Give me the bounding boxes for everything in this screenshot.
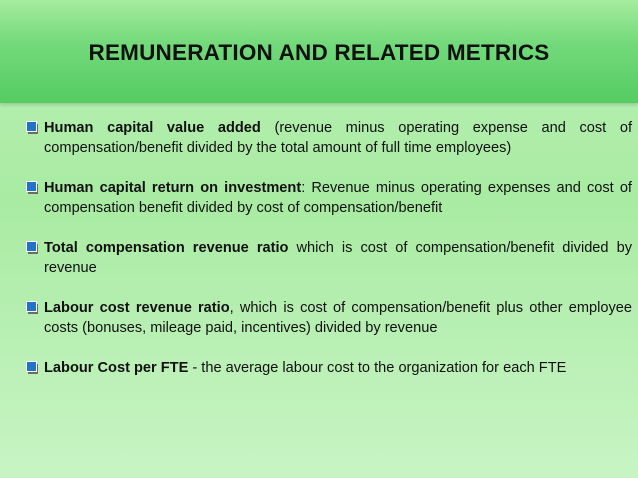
square-bullet-icon	[26, 181, 39, 194]
item-term: Total compensation revenue ratio	[44, 240, 289, 256]
item-text: which is cost of compensation/benefit divided by revenue	[44, 240, 633, 276]
item-text: : Revenue minus operating expenses and cost of compensation benefit divided by cost of compensation/benefit	[44, 180, 632, 216]
title-banner	[0, 0, 638, 103]
item-text: - the average labour cost to the organization for each FTE	[188, 360, 567, 376]
item-term: Labour Cost per FTE	[44, 360, 189, 376]
item-term: Labour cost revenue ratio	[44, 300, 230, 316]
item-text: (revenue minus operating expense and cost of compensation/benefit divided by the total amount of full time employees)	[44, 120, 632, 156]
square-bullet-icon	[26, 241, 39, 254]
slide-title: REMUNERATION AND RELATED METRICS	[88, 40, 550, 65]
list-item	[26, 298, 632, 338]
item-term: Human capital return on investment	[44, 180, 302, 196]
square-bullet-icon	[26, 361, 39, 374]
item-text: , which is cost of compensation/benefit plus other employee costs (bonuses, mileage paid, incentives) divided by revenue	[44, 300, 632, 336]
list-item	[26, 118, 632, 158]
bullet-list	[26, 118, 632, 398]
list-item	[26, 238, 632, 278]
square-bullet-icon	[26, 121, 39, 134]
square-bullet-icon	[26, 301, 39, 314]
list-item	[26, 178, 632, 218]
list-item	[26, 358, 632, 378]
item-term: Human capital value added	[44, 120, 261, 136]
